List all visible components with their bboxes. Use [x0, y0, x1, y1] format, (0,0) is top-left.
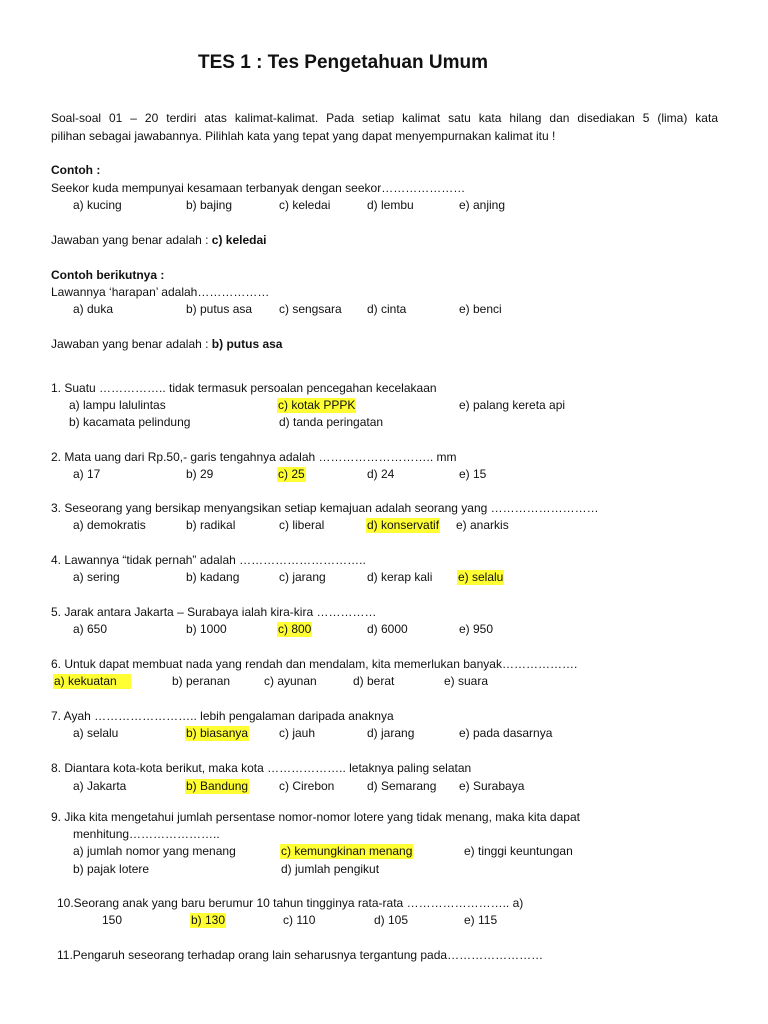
example-option-a: a) kucing [73, 198, 122, 212]
example-question: Seekor kuda mempunyai kesamaan terbanyak dengan seekor………………… [51, 181, 466, 195]
q3-option-d: d) konservatif [367, 518, 440, 532]
q8-option-d: d) Semarang [367, 779, 437, 793]
q3-option-e: e) anarkis [456, 518, 509, 532]
example2-answer-label: Jawaban yang benar adalah : [51, 337, 212, 351]
q7-option-e: e) pada dasarnya [459, 726, 553, 740]
q8-option-b: b) Bandung [186, 779, 249, 793]
question-6: 6. Untuk dapat membuat nada yang rendah dan mendalam, kita memerlukan banyak………………. [51, 657, 578, 671]
q7-option-b: b) biasanya [186, 726, 249, 740]
question-5: 5. Jarak antara Jakarta – Surabaya ialah kira-kira …………… [51, 605, 377, 619]
q4-option-a: a) sering [73, 570, 120, 584]
q10-option-c: c) 110 [283, 913, 316, 927]
example-option-e: e) anjing [459, 198, 506, 212]
example-option-d: d) lembu [367, 198, 414, 212]
question-2: 2. Mata uang dari Rp.50,- garis tengahnya adalah ……………………….. mm [51, 450, 457, 464]
q7-option-c: c) jauh [279, 726, 316, 740]
q10-option-e: e) 115 [464, 913, 498, 927]
q2-option-e: e) 15 [459, 467, 487, 481]
question-9-continued: menhitung………………….. [73, 827, 220, 841]
q5-option-b: b) 1000 [186, 622, 227, 636]
q1-option-e: e) palang kereta api [459, 398, 566, 412]
q10-option-a: 150 [102, 913, 123, 927]
q1-option-d: d) tanda peringatan [279, 415, 384, 429]
q4-option-b: b) kadang [186, 570, 240, 584]
example2-option-b: b) putus asa [186, 302, 253, 316]
q5-option-d: d) 6000 [367, 622, 408, 636]
question-7: 7. Ayah …………………….. lebih pengalaman daripada anaknya [51, 709, 394, 723]
q6-option-c: c) ayunan [264, 674, 317, 688]
example-answer [51, 233, 267, 248]
q9-option-e: e) tinggi keuntungan [464, 844, 573, 858]
q6-option-b: b) peranan [172, 674, 231, 688]
example-heading: Contoh : [51, 163, 101, 177]
example2-option-a: a) duka [73, 302, 114, 316]
question-8: 8. Diantara kota-kota berikut, maka kota ……………….. letaknya paling selatan [51, 761, 472, 775]
question-4: 4. Lawannya “tidak pernah” adalah ………………………….. [51, 553, 366, 567]
question-11: 11.Pengaruh seseorang terhadap orang lain seharusnya tergantung pada…………………… [57, 948, 544, 962]
example-answer-label: Jawaban yang benar adalah : [51, 233, 212, 247]
example-answer-value: c) keledai [211, 233, 267, 247]
q6-option-e: e) suara [444, 674, 489, 688]
example-option-b: b) bajing [186, 198, 233, 212]
question-1: 1. Suatu …………….. tidak termasuk persoalan pencegahan kecelakaan [51, 381, 437, 395]
q4-option-d: d) kerap kali [367, 570, 433, 584]
q7-option-a: a) selalu [73, 726, 119, 740]
q2-option-b: b) 29 [186, 467, 214, 481]
q5-option-e: e) 950 [459, 622, 494, 636]
q10-option-d: d) 105 [374, 913, 409, 927]
instructions-line-2: pilihan sebagai jawabannya. Pilihlah kata yang tepat yang dapat menyempurnakan kalimat itu ! [51, 129, 556, 143]
question-9: 9. Jika kita mengetahui jumlah persentase nomor-nomor lotere yang tidak menang, maka kita dapat [51, 810, 580, 824]
q6-option-a: a) kekuatan [53, 674, 131, 689]
example2-question: Lawannya ‘harapan’ adalah……………… [51, 285, 270, 299]
q8-option-e: e) Surabaya [459, 779, 525, 793]
q5-option-a: a) 650 [73, 622, 108, 636]
q5-option-c: c) 800 [278, 622, 312, 636]
q6-option-d: d) berat [353, 674, 395, 688]
example2-option-e: e) benci [459, 302, 502, 316]
example-option-c: c) keledai [279, 198, 331, 212]
instructions-line-1: Soal-soal 01 – 20 terdiri atas kalimat-kalimat. Pada setiap kalimat satu kata hilang dan disediakan 5 (lima) kata [51, 111, 718, 125]
q2-option-c: c) 25 [278, 467, 305, 481]
q8-option-c: c) Cirebon [279, 779, 335, 793]
example2-answer [51, 337, 282, 352]
q4-option-c: c) jarang [279, 570, 326, 584]
q1-option-b: b) kacamata pelindung [69, 415, 191, 429]
q3-option-b: b) radikal [186, 518, 236, 532]
q3-option-a: a) demokratis [73, 518, 146, 532]
question-3: 3. Seseorang yang bersikap menyangsikan setiap kemajuan adalah seorang yang ……………………… [51, 501, 599, 515]
question-10: 10.Seorang anak yang baru berumur 10 tahun tingginya rata-rata …………………….. a) [57, 896, 524, 910]
example2-heading: Contoh berikutnya : [51, 268, 165, 282]
q1-option-a: a) lampu lalulintas [69, 398, 166, 412]
q8-option-a: a) Jakarta [73, 779, 127, 793]
q1-option-c: c) kotak PPPK [278, 398, 356, 412]
page-title: TES 1 : Tes Pengetahuan Umum [198, 52, 488, 73]
example2-answer-value: b) putus asa [211, 337, 283, 351]
q7-option-d: d) jarang [367, 726, 415, 740]
q9-option-c: c) kemungkinan menang [281, 844, 413, 858]
q10-option-b: b) 130 [191, 913, 226, 927]
q9-option-d: d) jumlah pengikut [281, 862, 380, 876]
q4-option-e: e) selalu [458, 570, 504, 584]
q9-option-a: a) jumlah nomor yang menang [73, 844, 236, 858]
q2-option-a: a) 17 [73, 467, 101, 481]
example2-option-d: d) cinta [367, 302, 407, 316]
example2-option-c: c) sengsara [279, 302, 342, 316]
q3-option-c: c) liberal [279, 518, 325, 532]
q9-option-b: b) pajak lotere [73, 862, 150, 876]
q2-option-d: d) 24 [367, 467, 395, 481]
